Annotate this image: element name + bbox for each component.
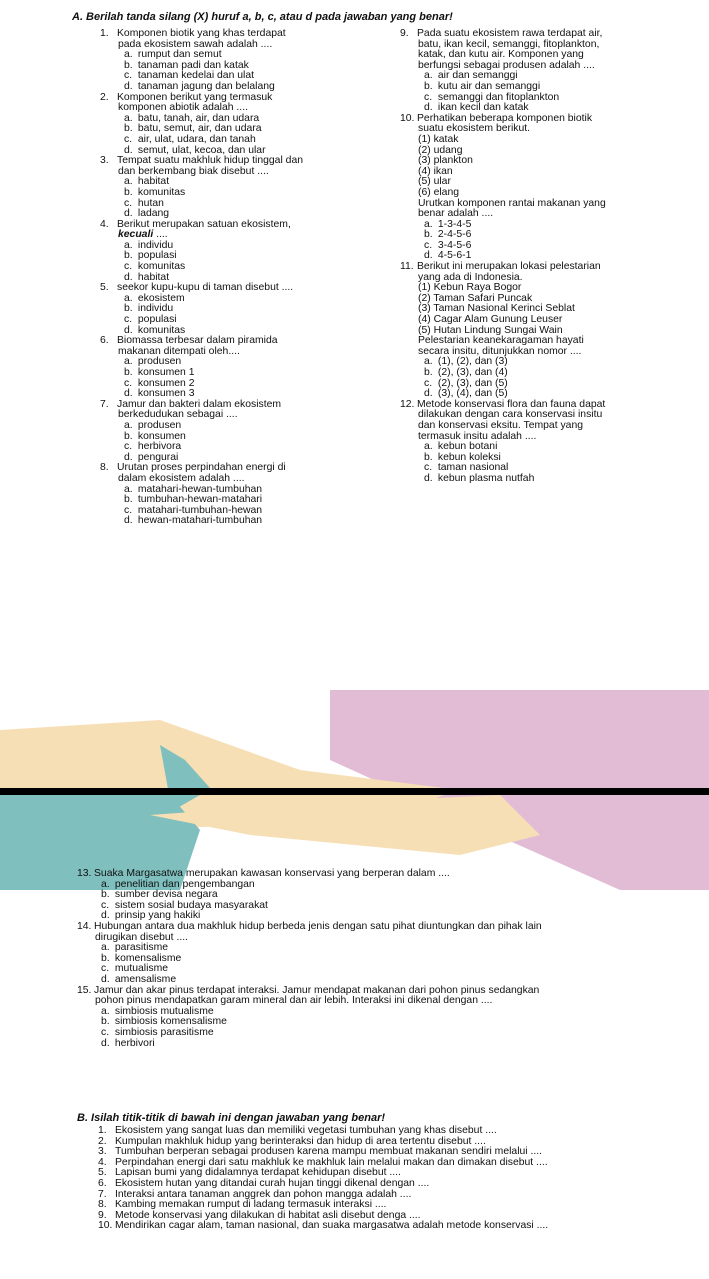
question-item [100,220,345,284]
option-letter: c. [124,314,133,326]
question-number: 2. [100,91,109,103]
option-letter: c. [424,462,433,474]
option-text: produsen [135,419,182,431]
question-text-line: berfungsi sebagai produsen adalah .... [418,59,595,71]
option-text: individu [135,239,174,251]
option-letter: b. [424,451,433,463]
question-number: 11. [400,261,414,273]
option-text: (2), (3), dan (4) [435,367,508,378]
option-letter: a. [124,49,133,61]
question-stem: Komponen berikut yang termasuk [117,91,273,103]
option-letter: b. [424,80,433,92]
item-number: 8. [98,1199,107,1211]
question-text-line: secara insitu, ditunjukkan nomor .... [418,345,582,357]
option-letter: a. [101,1005,110,1017]
question-stem: Pada suatu ekosistem rawa terdapat air, [417,28,603,39]
option-letter: d. [124,388,133,400]
option-letter: a. [124,483,133,495]
option-text: (2), (3), dan (5) [435,377,508,389]
question-number: 8. [100,462,109,474]
answer-option[interactable] [77,1028,647,1039]
item-text: Interaksi antara tanaman anggrek dan pohon mangga adalah .... [115,1188,412,1200]
option-text: simbiosis komensalisme [112,1016,227,1028]
question-item [100,283,345,336]
option-letter: d. [424,472,433,484]
option-letter: c. [424,239,433,251]
question-stem: Jamur dan bakteri dalam ekosistem [117,398,282,410]
option-text: herbivori [112,1037,155,1049]
question-number: 13. [77,868,92,879]
option-text: populasi [135,314,177,326]
option-text: (3), (4), dan (5) [435,388,508,400]
question-item [100,93,345,157]
option-letter: b. [124,59,133,71]
question-stem: Suaka Margasatwa merupakan kawasan konservasi yang berperan dalam .... [94,868,450,879]
option-text: tanaman jagung dan belalang [135,80,275,92]
question-stem: Hubungan antara dua makhluk hidup berbeda jenis dengan satu pihat diuntungkan dan pihak lain [94,920,542,932]
option-text: batu, semut, air, dan udara [135,123,262,135]
option-letter: c. [124,377,133,389]
section-b-title: B. Isilah titik-titik di bawah ini dengan jawaban yang benar! [77,1112,386,1124]
option-text: matahari-tumbuhan-hewan [135,504,263,516]
option-text: tumbuhan-hewan-matahari [135,494,263,506]
item-number: 7. [98,1188,107,1200]
option-letter: c. [124,133,133,145]
option-text: 1-3-4-5 [435,218,472,230]
question-text-line: benar adalah .... [418,208,494,220]
option-text: tanaman padi dan katak [135,59,249,71]
item-number: 3. [98,1146,107,1158]
option-letter: b. [101,1016,110,1028]
question-item [77,922,647,986]
section-b-list [98,1126,658,1232]
option-text: semanggi dan fitoplankton [435,91,560,103]
option-letter: c. [124,441,133,453]
question-number: 14. [77,920,92,932]
option-letter: d. [424,250,433,262]
option-text: pengurai [135,451,179,463]
option-text: taman nasional [435,462,509,474]
question-stem: Jamur dan akar pinus terdapat interaksi. Jamur mendapat makanan dari pohon pinus sedangkan [94,984,540,996]
option-letter: b. [424,367,433,378]
option-text: komensalisme [112,952,182,964]
question-item [400,114,647,262]
option-letter: a. [124,419,133,431]
question-text-line: (5) Hutan Lindung Sungai Wain [418,324,563,336]
option-text: konsumen [135,430,186,442]
option-text: hutan [135,197,164,209]
question-number: 5. [100,282,109,294]
option-letter: a. [124,239,133,251]
question-item [100,463,345,527]
option-letter: c. [101,963,110,975]
option-text: sumber devisa negara [112,889,218,901]
item-number: 10. [98,1220,113,1232]
question-text-line: Pelestarian keanekaragaman hayati [418,335,584,347]
question-text [100,29,345,40]
left-question-column [100,29,345,527]
option-text: 2-4-5-6 [435,229,472,241]
question-stem: seekor kupu-kupu di taman disebut .... [117,282,294,294]
option-text: herbivora [135,441,182,453]
option-text: sistem sosial budaya masyarakat [112,899,268,911]
question-item [400,400,647,485]
question-item [400,262,647,400]
option-text: konsumen 1 [135,367,195,378]
decorative-background-lower [0,795,709,875]
question-stem: Berikut merupakan satuan ekosistem, [117,218,291,230]
item-text: Tumbuhan berperan sebagai produsen karena mampu membuat makanan sendiri melalui .... [115,1146,543,1158]
item-number: 2. [98,1135,107,1147]
option-text: kutu air dan semanggi [435,80,541,92]
question-text-line: (2) udang [418,144,463,156]
question-text-line: (4) Cagar Alam Gunung Leuser [418,314,563,326]
question-item [77,986,647,1050]
item-text: Ekosistem hutan yang ditandai curah hujan tinggi dikenal dengan .... [115,1177,430,1189]
question-text-line: (4) ikan [418,165,453,177]
item-text: Lapisan bumi yang didalamnya terdapat kehidupan disebut .... [115,1167,401,1179]
option-text: mutualisme [112,963,169,975]
option-letter: b. [124,186,133,198]
option-letter: d. [101,973,110,985]
option-letter: d. [101,910,110,922]
option-letter: a. [424,356,433,368]
question-text-line: (6) elang [418,186,460,198]
option-text: prinsip yang hakiki [112,910,201,922]
option-text: ikan kecil dan katak [435,102,529,114]
option-letter: b. [124,430,133,442]
option-letter: d. [124,515,133,527]
option-letter: a. [124,356,133,368]
option-letter: d. [124,324,133,336]
item-text: Kambing memakan rumput di ladang termasuk interaksi .... [115,1199,387,1211]
option-letter: a. [424,70,433,82]
question-text-line: katak, dan kutu air. Komponen yang [418,49,584,61]
question-item [400,29,647,114]
option-text: amensalisme [112,973,177,985]
item-number: 9. [98,1209,107,1221]
question-text-line: dan konservasi eksitu. Tempat yang [418,419,583,431]
option-letter: d. [424,388,433,400]
option-text: simbiosis parasitisme [112,1026,214,1038]
question-text-line: pada ekosistem sawah adalah .... [118,38,273,50]
option-text: semut, ulat, kecoa, dan ular [135,144,266,156]
photo-divider [0,788,709,795]
section-a-title: A. Berilah tanda silang (X) huruf a, b, c, atau d pada jawaban yang benar! [72,11,453,23]
emphasis-text: kecuali [118,229,154,241]
question-item [77,869,647,922]
option-text: populasi [135,250,177,262]
question-text-line: termasuk insitu adalah .... [418,430,537,442]
item-text: Ekosistem yang sangat luas dan memiliki vegetasi tumbuhan yang khas disebut .... [115,1125,497,1136]
question-text-line: komponen abiotik adalah .... [118,102,248,114]
option-letter: d. [124,80,133,92]
option-letter: b. [124,367,133,378]
item-number: 6. [98,1177,107,1189]
option-letter: c. [124,70,133,82]
option-text: 3-4-5-6 [435,239,472,251]
option-letter: d. [124,271,133,283]
question-item [100,156,345,220]
option-text: tanaman kedelai dan ulat [135,70,255,82]
option-text: 4-5-6-1 [435,250,472,262]
option-text: kebun koleksi [435,451,501,463]
question-text [400,29,647,40]
option-text: air, ulat, udara, dan tanah [135,133,256,145]
question-number: 7. [100,398,109,410]
question-text-line: dalam ekosistem adalah .... [118,472,245,484]
question-item [100,29,345,93]
option-text: parasitisme [112,942,169,954]
item-number: 1. [98,1125,107,1136]
item-text: Kumpulan makhluk hidup yang berinteraksi dan hidup di area tertentu disebut .... [115,1135,486,1147]
question-number: 15. [77,984,92,996]
option-letter: d. [101,1037,110,1049]
question-text-line: (5) ular [418,176,451,188]
question-number: 12. [400,398,415,410]
option-text: ladang [135,208,170,220]
question-stem: Perhatikan beberapa komponen biotik [417,112,593,124]
question-stem: Komponen biotik yang khas terdapat [117,28,286,39]
question-text-line: (2) Taman Safari Puncak [418,292,533,304]
question-text-line: kecuali .... [118,229,168,241]
question-text-line: berkedudukan sebagai .... [118,409,238,421]
option-letter: c. [101,1026,110,1038]
question-item [100,336,345,400]
option-letter: d. [124,208,133,220]
option-letter: d. [424,102,433,114]
question-stem: Urutan proses perpindahan energi di [117,462,286,474]
question-text-line: dirugikan disebut .... [95,931,188,943]
item-text: Metode konservasi yang dilakukan di habitat asli disebut denga .... [115,1209,421,1221]
option-text: habitat [135,176,170,188]
option-letter: c. [124,504,133,516]
question-stem: Tempat suatu makhluk hidup tinggal dan [117,155,303,167]
option-letter: b. [424,229,433,241]
option-text: simbiosis mutualisme [112,1005,214,1017]
option-text: komunitas [135,324,186,336]
option-text: konsumen 3 [135,388,195,400]
option-letter: a. [124,112,133,124]
option-letter: c. [101,899,110,911]
option-letter: b. [124,123,133,135]
answer-option[interactable] [400,474,647,485]
option-text: matahari-hewan-tumbuhan [135,483,263,495]
option-letter: b. [124,250,133,262]
item-text: Mendirikan cagar alam, taman nasional, dan suaka margasatwa adalah metode konservasi .... [115,1220,549,1232]
answer-option[interactable] [77,1039,647,1050]
question-number: 10. [400,112,415,124]
answer-option[interactable] [100,516,345,527]
item-number: 4. [98,1156,107,1168]
question-text-line: makanan ditempati oleh.... [118,345,240,357]
question-number: 6. [100,335,109,347]
question-text-line: (3) Taman Nasional Kerinci Seblat [418,303,575,315]
option-letter: b. [124,494,133,506]
option-letter: d. [124,451,133,463]
question-text [77,922,647,933]
option-letter: b. [101,952,110,964]
fill-blank-item [98,1221,658,1232]
option-text: komunitas [135,261,186,273]
option-letter: d. [124,144,133,156]
option-letter: a. [124,292,133,304]
item-number: 5. [98,1167,107,1179]
option-letter: b. [101,889,110,901]
option-text: komunitas [135,186,186,198]
option-letter: a. [424,218,433,230]
option-text: konsumen 2 [135,377,195,389]
question-text-line: dilakukan dengan cara konservasi insitu [418,409,603,421]
question-number: 4. [100,218,109,230]
option-letter: a. [424,441,433,453]
option-text: rumput dan semut [135,49,222,61]
option-letter: b. [124,303,133,315]
option-text: air dan semanggi [435,70,518,82]
option-letter: a. [124,176,133,188]
question-number: 1. [100,28,109,39]
question-stem: Biomassa terbesar dalam piramida [117,335,278,347]
option-letter: c. [424,91,433,103]
question-text-line: suatu ekosistem berikut. [418,123,531,135]
option-letter: c. [124,261,133,273]
question-stem: Metode konservasi flora dan fauna dapat [417,398,606,410]
option-letter: a. [101,878,110,890]
option-text: produsen [135,356,182,368]
question-text-line: (1) Kebun Raya Bogor [418,282,522,294]
option-letter: c. [424,377,433,389]
option-text: (1), (2), dan (3) [435,356,508,368]
question-item [100,400,345,464]
question-text-line: (1) katak [418,133,459,145]
question-number: 3. [100,155,109,167]
option-text: kebun botani [435,441,498,453]
question-text-line: pohon pinus mendapatkan garam mineral dan air lebih. Interaksi ini dikenal dengan .... [95,995,493,1007]
question-stem: Berikut ini merupakan lokasi pelestarian [417,261,601,273]
option-text: habitat [135,271,170,283]
option-text: ekosistem [135,292,185,304]
question-text-line: batu, ikan kecil, semanggi, fitoplankton, [418,38,600,50]
right-question-column [400,29,647,485]
question-number: 9. [400,28,409,39]
option-letter: a. [101,942,110,954]
option-text: kebun plasma nutfah [435,472,535,484]
question-text-line: yang ada di Indonesia. [418,271,523,283]
option-text: individu [135,303,174,315]
option-text: hewan-matahari-tumbuhan [135,515,263,527]
lower-question-block [77,869,647,1049]
option-text: penelitian dan pengembangan [112,878,255,890]
option-letter: c. [124,197,133,209]
item-text: Perpindahan energi dari satu makhluk ke makhluk lain melalui makan dan dimakan disebut .... [115,1156,548,1168]
question-text-line: Urutkan komponen rantai makanan yang [418,197,606,209]
question-text-line: dan berkembang biak disebut .... [118,165,269,177]
question-text-line: (3) plankton [418,155,473,167]
option-text: batu, tanah, air, dan udara [135,112,260,124]
